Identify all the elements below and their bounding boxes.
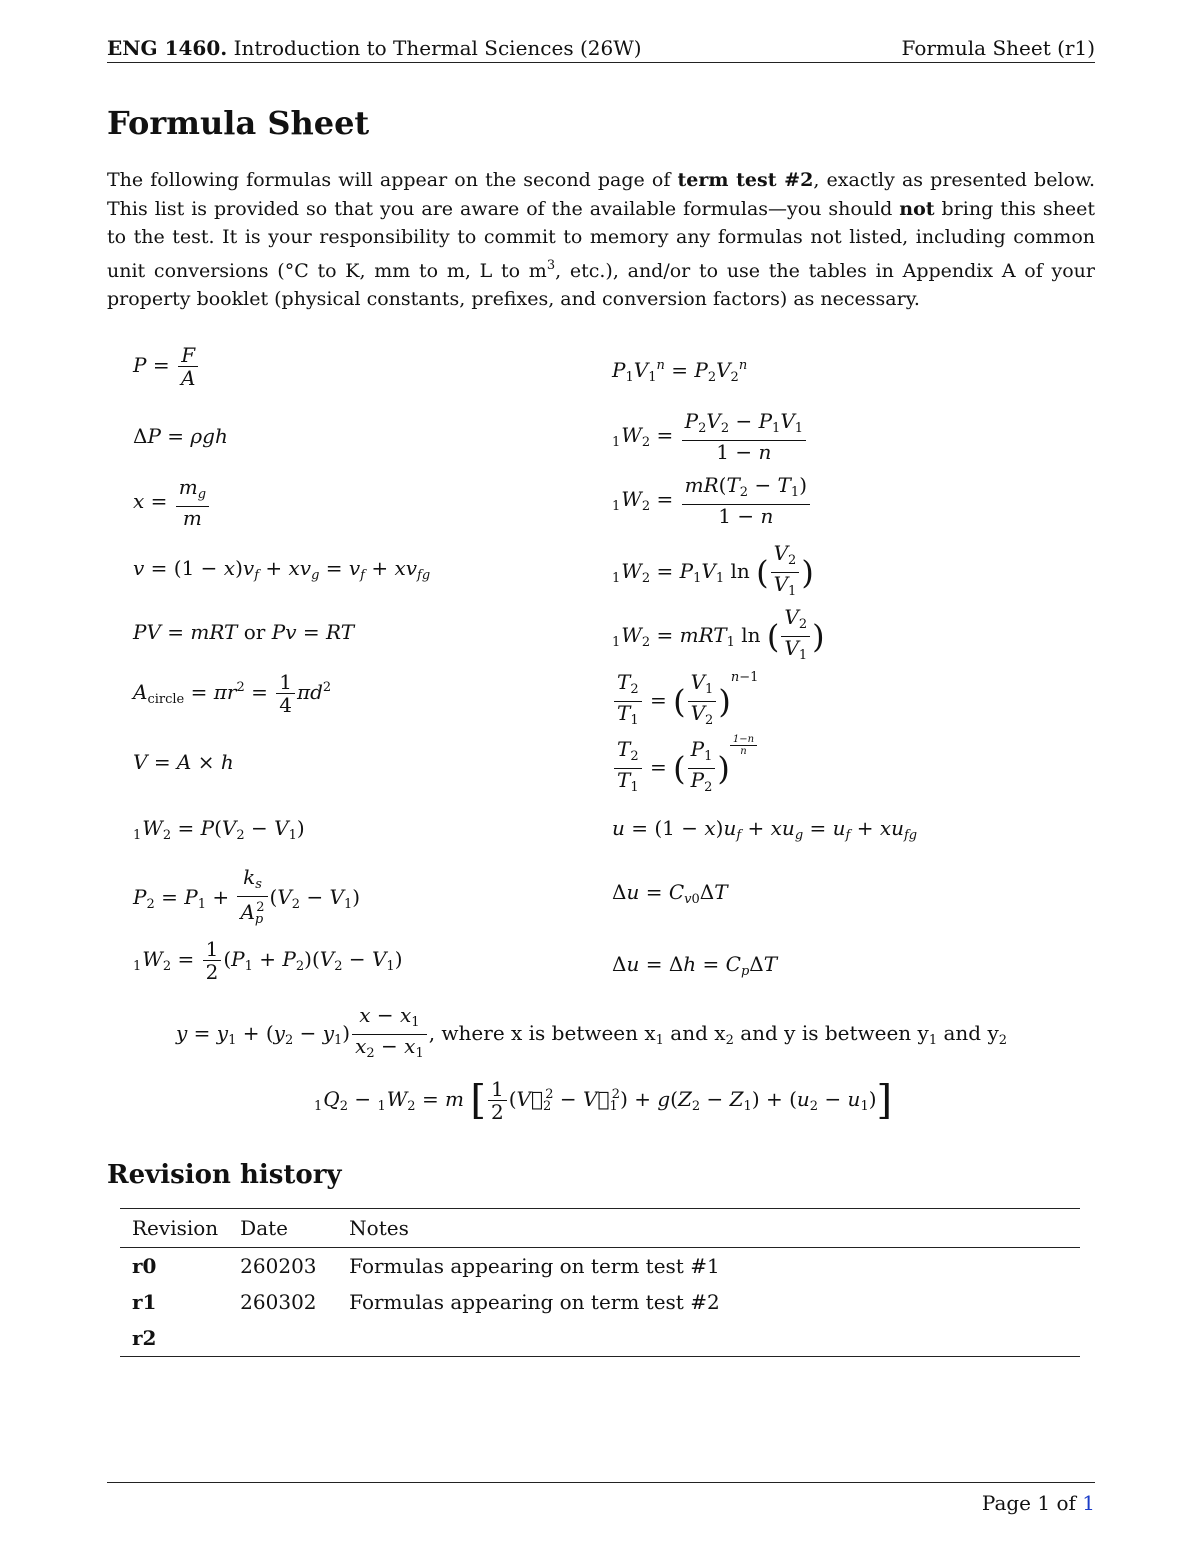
formula-specific-volume: $v = (1 - x)v_f + xv_g = v_f + xv_{fg}$ xyxy=(133,556,431,583)
intro-text-1: The following formulas will appear on the second page of xyxy=(107,169,678,191)
page-number xyxy=(982,1491,1095,1515)
formula-hydrostatic: ΔP = ρgh xyxy=(133,424,228,448)
header-doc-label: Formula Sheet (r1) xyxy=(901,36,1095,60)
course-code: ENG 1460. xyxy=(107,36,228,60)
interp-and-1: and x xyxy=(663,1021,726,1045)
date-cell: 260203 xyxy=(240,1254,317,1278)
header-course xyxy=(107,36,642,60)
col-header-revision: Revision xyxy=(120,1209,228,1248)
course-title: Introduction to Thermal Sciences (26W) xyxy=(233,36,642,60)
formula-first-law: $_1Q_2 - _1W_2 = m$ [ $\frac{1}{2}$ ($V⃗_2^2$ − $V⃗_1^2) + g(Z_2 - Z_1) + (u_2 - u_1)$] xyxy=(314,1077,893,1124)
page-prefix: Page 1 of xyxy=(981,1491,1083,1515)
table-row xyxy=(120,1284,1080,1320)
interp-and-2: and y is between y xyxy=(733,1021,929,1045)
notes-cell: Formulas appearing on term test #2 xyxy=(349,1290,720,1314)
table-row xyxy=(120,1248,1080,1285)
formula-temp-pressure-ratio: $\frac{T_2}{T_1}$ = ( $\frac{P_1}{P_2}$ ) $^{\frac{1-n}{n}}$ xyxy=(612,734,757,799)
ln-1: ln xyxy=(730,559,750,583)
notes-cell xyxy=(337,1320,1080,1357)
formula-work-isothermal-pv: $_1W_2 = P_1V_1$ ln ( $\frac{V_2}{V_1}$ ) xyxy=(612,541,814,599)
circle-subscript: circle xyxy=(147,692,185,707)
notes-cell: Formulas appearing on term test #1 xyxy=(349,1254,720,1278)
formula-pressure: P = $\frac{F}{A}$ xyxy=(133,344,200,389)
formula-spring-pressure: $P_2 = P_1$ + $\frac{k_s}{A_p^2}$ $(V_2 - V_1)$ xyxy=(133,865,361,927)
footer-rule xyxy=(107,1482,1095,1483)
formula-work-polytropic-ideal: $_1W_2$ = $\frac{mR(T_2 - T_1)}{1 - n}$ xyxy=(612,474,812,527)
or-word: or xyxy=(243,620,266,644)
revision-history-heading: Revision history xyxy=(107,1160,342,1190)
formula-work-isothermal-mrt: $_1W_2 = mRT_1$ ln ( $\frac{V_2}{V_1}$ ) xyxy=(612,605,825,663)
revision-table xyxy=(120,1208,1080,1357)
formula-polytropic: $P_1V_1^n = P_2V_2^n$ xyxy=(612,358,748,385)
formula-delta-u-cp: $\Delta u = \Delta h = C_p\Delta T$ xyxy=(612,952,778,979)
page-total-link[interactable]: 1 xyxy=(1082,1491,1095,1515)
formula-ideal-gas: PV = mRT or Pv = RT xyxy=(133,620,355,644)
formula-delta-u-cv: $\Delta u = C_{v0}\Delta T$ xyxy=(612,880,728,907)
formula-volume: V = A × h xyxy=(133,750,234,774)
intro-sup: 3 xyxy=(546,257,556,273)
intro-text-4: , etc.), and/or to use the tables in Appendix A of your property booklet (physical constants, prefixes, and conversion factors) as necessary. xyxy=(107,259,1095,311)
interp-and-3: and y xyxy=(937,1021,999,1045)
revision-table-header xyxy=(120,1209,1080,1248)
formula-interpolation: $y = y_1 + (y_2 - y_1)$ $\frac{x - x_1}{x_2 - x_1}$ , where x is between $x_1$ and $x_2$ and y is between $y_1$ and $y_2$ xyxy=(176,1003,1008,1061)
page-header xyxy=(107,34,1095,63)
revision-cell: r0 xyxy=(132,1254,157,1278)
intro-text-2: , exactly as presented below. This list is provided so that you are aware of the available formulas—you should xyxy=(107,169,1096,220)
col-header-notes: Notes xyxy=(337,1209,1080,1248)
formula-internal-energy: $u = (1 - x)u_f + xu_g = u_f + xu_{fg}$ xyxy=(612,816,918,843)
formula-circle-area: $A_{circle} = \pi r^2$ = $\frac{1}{4}$ $\pi d^2$ xyxy=(133,670,332,717)
formula-work-linear: $_1W_2$ = $\frac{1}{2}$ $(P_1 + P_2)(V_2 - V_1)$ xyxy=(133,937,403,984)
revision-cell: r2 xyxy=(120,1320,228,1357)
formula-work-polytropic: $_1W_2$ = $\frac{P_2V_2 - P_1V_1}{1 - n}$ xyxy=(612,410,808,463)
ln-2: ln xyxy=(741,623,761,647)
date-cell xyxy=(228,1320,337,1357)
revision-cell: r1 xyxy=(132,1290,157,1314)
formula-temp-volume-ratio: $\frac{T_2}{T_1}$ = ( $\frac{V_1}{V_2}$ )$^{n-1}$ xyxy=(612,670,758,732)
page-title: Formula Sheet xyxy=(107,104,370,142)
col-header-date: Date xyxy=(228,1209,337,1248)
formula-quality: x = $\frac{m_g}{m}$ xyxy=(133,476,211,529)
intro-text-3: bring this sheet to the test. It is your responsibility to commit to memory any formulas not listed, including common unit conversions (°C to K, mm to m, L to m xyxy=(107,197,1095,282)
intro-paragraph xyxy=(107,166,1095,314)
date-cell: 260302 xyxy=(240,1290,317,1314)
table-row xyxy=(120,1320,1080,1357)
intro-bold-not: not xyxy=(899,197,935,220)
intro-bold-term-test: term test #2 xyxy=(677,169,814,191)
interp-where-text: , where x is between x xyxy=(428,1021,656,1045)
formula-work-const-pressure: $_1W_2 = P(V_2 - V_1)$ xyxy=(133,816,305,843)
